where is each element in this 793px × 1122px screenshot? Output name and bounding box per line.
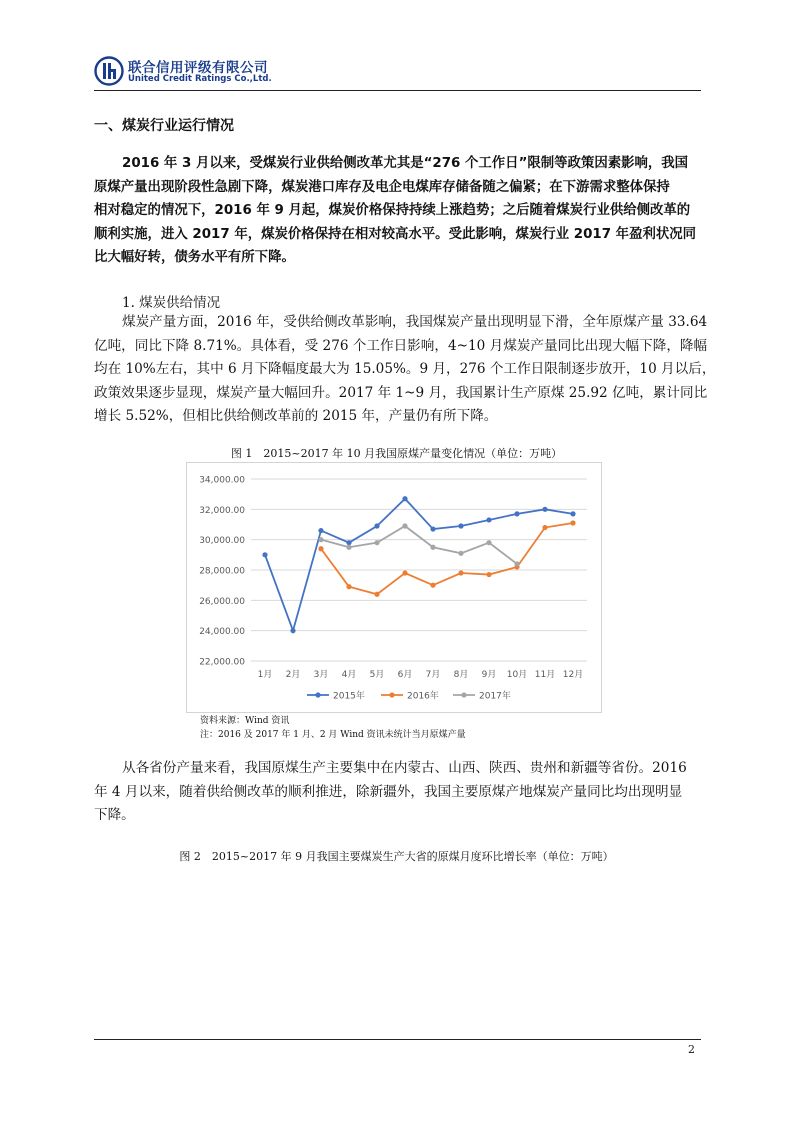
data-point [458, 570, 463, 575]
summary-line: 顺利实施，进入 2017 年，煤炭价格保持在相对较高水平。受此影响，煤炭行业 2017 年盈利状况同 [94, 226, 697, 242]
figure2-caption: 图 2 2015~2017 年 9 月我国主要煤炭生产大省的原煤月度环比增长率（单位：万吨） [179, 850, 614, 863]
data-point [542, 507, 547, 512]
data-point [374, 523, 379, 528]
company-name-en: United Credit Ratings Co.,Ltd. [128, 74, 272, 84]
y-tick-label: 28,000.00 [199, 566, 245, 577]
coal-output-chart [186, 462, 602, 713]
data-point [346, 540, 351, 545]
series-line [265, 499, 573, 631]
data-point [486, 540, 491, 545]
province-paragraph [94, 757, 701, 828]
document-header [94, 54, 701, 90]
supply-line: 政策效果逐步显现，煤炭产量大幅回升。2017 年 1~9 月，我国累计生产原煤 25.92 亿吨，累计同比 [94, 384, 708, 401]
x-tick-label: 2月 [285, 670, 301, 680]
y-tick-label: 26,000.00 [199, 596, 245, 607]
y-tick-label: 30,000.00 [199, 536, 245, 547]
province-line: 下降。 [94, 807, 135, 823]
legend-label: 2016年 [407, 691, 439, 702]
y-tick-label: 32,000.00 [199, 505, 245, 516]
data-point [374, 540, 379, 545]
subheading-supply: 1. 煤炭供给情况 [122, 295, 221, 311]
data-point [262, 552, 267, 557]
data-point [402, 496, 407, 501]
section-title: 一、煤炭行业运行情况 [94, 118, 234, 134]
data-point [318, 528, 323, 533]
y-tick-label: 34,000.00 [199, 475, 245, 486]
data-point [430, 545, 435, 550]
x-tick-label: 3月 [313, 670, 329, 680]
data-point [318, 537, 323, 542]
legend-label: 2017年 [479, 691, 511, 702]
legend-marker-point [389, 692, 394, 697]
summary-line: 相对稳定的情况下，2016 年 9 月起，煤炭价格保持持续上涨趋势；之后随着煤炭行业供给侧改革的 [94, 203, 691, 218]
y-tick-label: 24,000.00 [199, 627, 245, 638]
figure1-note: 注：2016 及 2017 年 1 月、2 月 Wind 资讯未统计当月原煤产量 [200, 730, 466, 740]
figure1-source: 资料来源：Wind 资讯 [200, 716, 290, 726]
x-tick-label: 12月 [562, 670, 584, 680]
x-tick-label: 1月 [257, 670, 273, 680]
data-point [430, 583, 435, 588]
data-point [486, 517, 491, 522]
x-tick-label: 6月 [397, 670, 413, 680]
data-point [458, 523, 463, 528]
supply-paragraph [94, 311, 716, 429]
data-point [290, 628, 295, 633]
data-point [402, 570, 407, 575]
x-tick-label: 4月 [341, 670, 357, 680]
legend-marker-point [461, 692, 466, 697]
data-point [430, 526, 435, 531]
footer-divider [94, 1039, 701, 1040]
summary-line: 比大幅好转，债务水平有所下降。 [94, 250, 295, 265]
x-tick-label: 7月 [425, 670, 441, 680]
supply-line: 均在 10%左右，其中 6 月下降幅度最大为 15.05%。9 月，276 个工作日限制逐步放开，10 月以后， [94, 361, 716, 377]
data-point [570, 511, 575, 516]
x-tick-label: 8月 [453, 670, 469, 680]
data-point [346, 584, 351, 589]
province-line: 从各省份产量来看，我国原煤生产主要集中在内蒙古、山西、陕西、贵州和新疆等省份。2016 [122, 760, 687, 776]
data-point [570, 520, 575, 525]
legend-marker-point [315, 692, 320, 697]
data-point [514, 511, 519, 516]
chart-svg [187, 463, 601, 712]
data-point [402, 523, 407, 528]
data-point [458, 551, 463, 556]
data-point [318, 546, 323, 551]
data-point [346, 545, 351, 550]
company-name-cn: 联合信用评级有限公司 [128, 60, 268, 76]
data-point [374, 592, 379, 597]
summary-line: 2016 年 3 月以来，受煤炭行业供给侧改革尤其是“276 个工作日”限制等政策因素影响，我国 [122, 156, 689, 171]
legend-label: 2015年 [333, 691, 365, 702]
y-tick-label: 22,000.00 [199, 657, 245, 668]
data-point [514, 561, 519, 566]
supply-line: 煤炭产量方面，2016 年，受供给侧改革影响，我国煤炭产量出现明显下滑，全年原煤产量 33.64 [122, 314, 708, 330]
x-tick-label: 10月 [506, 670, 528, 680]
data-point [542, 525, 547, 530]
header-divider [94, 90, 701, 91]
x-tick-label: 11月 [534, 670, 556, 680]
page-number: 2 [688, 1043, 695, 1056]
data-point [486, 572, 491, 577]
figure1-caption: 图 1 2015~2017 年 10 月我国原煤产量变化情况（单位：万吨） [230, 447, 563, 460]
x-tick-label: 9月 [481, 670, 497, 680]
x-tick-label: 5月 [369, 670, 385, 680]
supply-line: 亿吨，同比下降 8.71%。具体看，受 276 个工作日影响，4~10 月煤炭产量同比出现大幅下降，降幅 [94, 337, 708, 354]
province-line: 年 4 月以来，随着供给侧改革的顺利推进，除新疆外，我国主要原煤产地煤炭产量同比均出现明显 [94, 783, 683, 800]
supply-line: 增长 5.52%，但相比供给侧改革前的 2015 年，产量仍有所下降。 [94, 408, 498, 424]
company-logo-icon [94, 56, 124, 86]
summary-line: 原煤产量出现阶段性急剧下降，煤炭港口库存及电企电煤库存储备随之偏紧；在下游需求整体保持 [94, 179, 670, 195]
series-line [321, 526, 517, 564]
series-line [321, 523, 573, 594]
summary-paragraph [94, 152, 701, 270]
